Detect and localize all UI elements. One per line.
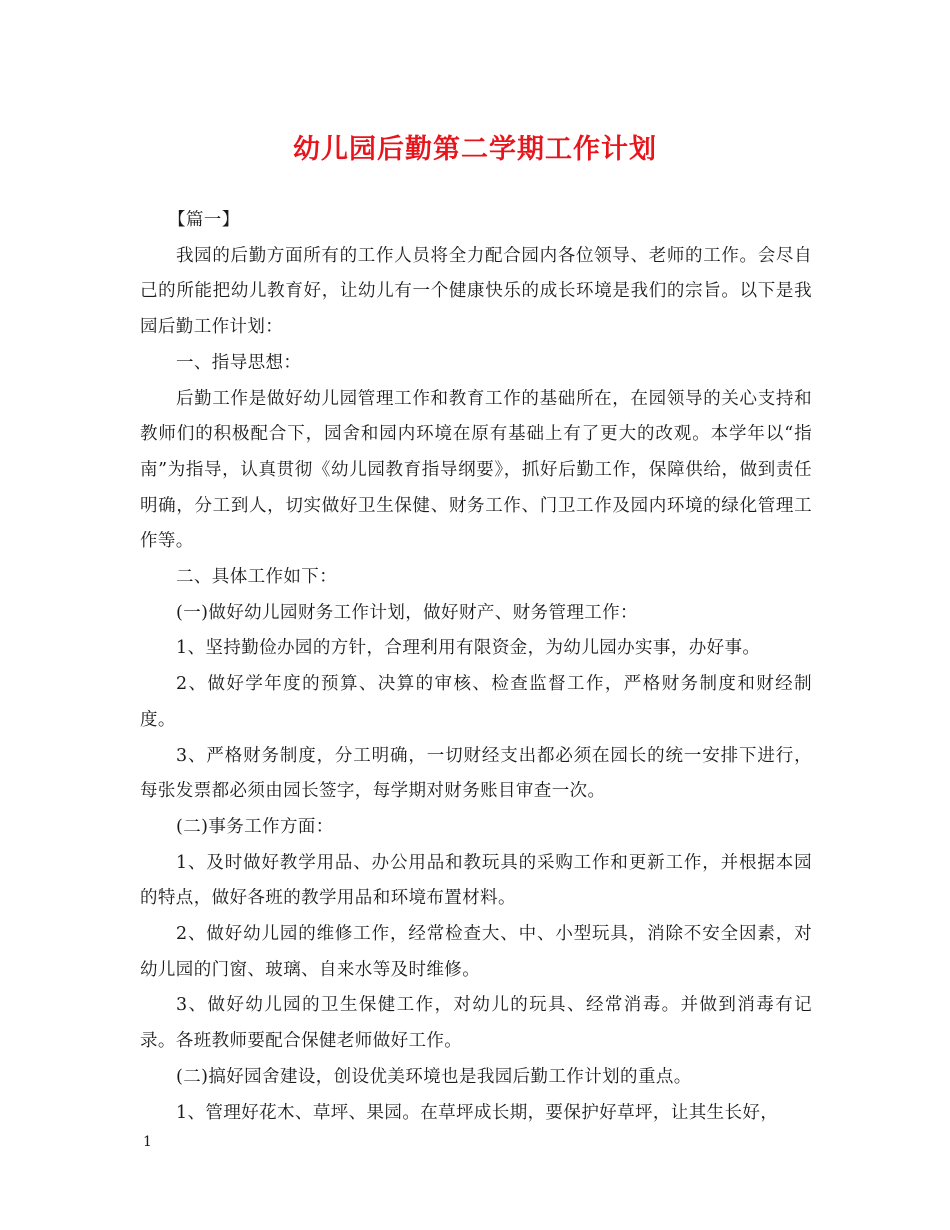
paragraph: 我园的后勤方面所有的工作人员将全力配合园内各位领导、老师的工作。会尽自己的所能把幼儿教育好，让幼儿有一个健康快乐的成长环境是我们的宗旨。以下是我园后勤工作计划：	[140, 245, 812, 338]
paragraph: 后勤工作是做好幼儿园管理工作和教育工作的基础所在，在园领导的关心支持和教师们的积极配合下，园舍和园内环境在原有基础上有了更大的改观。本学年以“指南”为指导，认真贯彻《幼儿园教育指导纲要》，抓好后勤工作，保障供给，做到责任明确，分工到人，切实做好卫生保健、财务工作、门卫工作及园内环境的绿化管理工作等。	[140, 388, 812, 552]
paragraph: 2、做好幼儿园的维修工作，经常检查大、中、小型玩具，消除不安全因素，对幼儿园的门窗、玻璃、自来水等及时维修。	[140, 924, 812, 980]
page-number: 1	[143, 1134, 152, 1150]
paragraph: 1、管理好花木、草坪、果园。在草坪成长期，要保护好草坪，让其生长好，	[176, 1102, 779, 1123]
paragraph: 2、做好学年度的预算、决算的审核、检查监督工作，严格财务制度和财经制度。	[140, 674, 812, 730]
paragraph: (二)搞好园舍建设，创设优美环境也是我园后勤工作计划的重点。	[176, 1066, 692, 1087]
paragraph: 二、具体工作如下：	[176, 567, 338, 588]
paragraph: 1、坚持勤俭办园的方针，合理利用有限资金，为幼儿园办实事，办好事。	[176, 638, 761, 659]
paragraph: (一)做好幼儿园财务工作计划，做好财产、财务管理工作：	[176, 602, 638, 623]
paragraph: 一、指导思想：	[176, 352, 302, 373]
document-title: 幼儿园后勤第二学期工作计划	[293, 134, 657, 165]
section-heading: 【篇一】	[168, 210, 240, 230]
document-body	[140, 203, 812, 1131]
paragraph: (二)事务工作方面：	[176, 816, 334, 837]
paragraph: 3、严格财务制度，分工明确，一切财经支出都必须在园长的统一安排下进行，每张发票都必须由园长签字，每学期对财务账目审查一次。	[140, 745, 812, 802]
paragraph: 3、做好幼儿园的卫生保健工作，对幼儿的玩具、经常消毒。并做到消毒有记录。各班教师要配合保健老师做好工作。	[140, 995, 812, 1052]
paragraph: 1、及时做好教学用品、办公用品和教玩具的采购工作和更新工作，并根据本园的特点，做好各班的教学用品和环境布置材料。	[140, 852, 812, 909]
